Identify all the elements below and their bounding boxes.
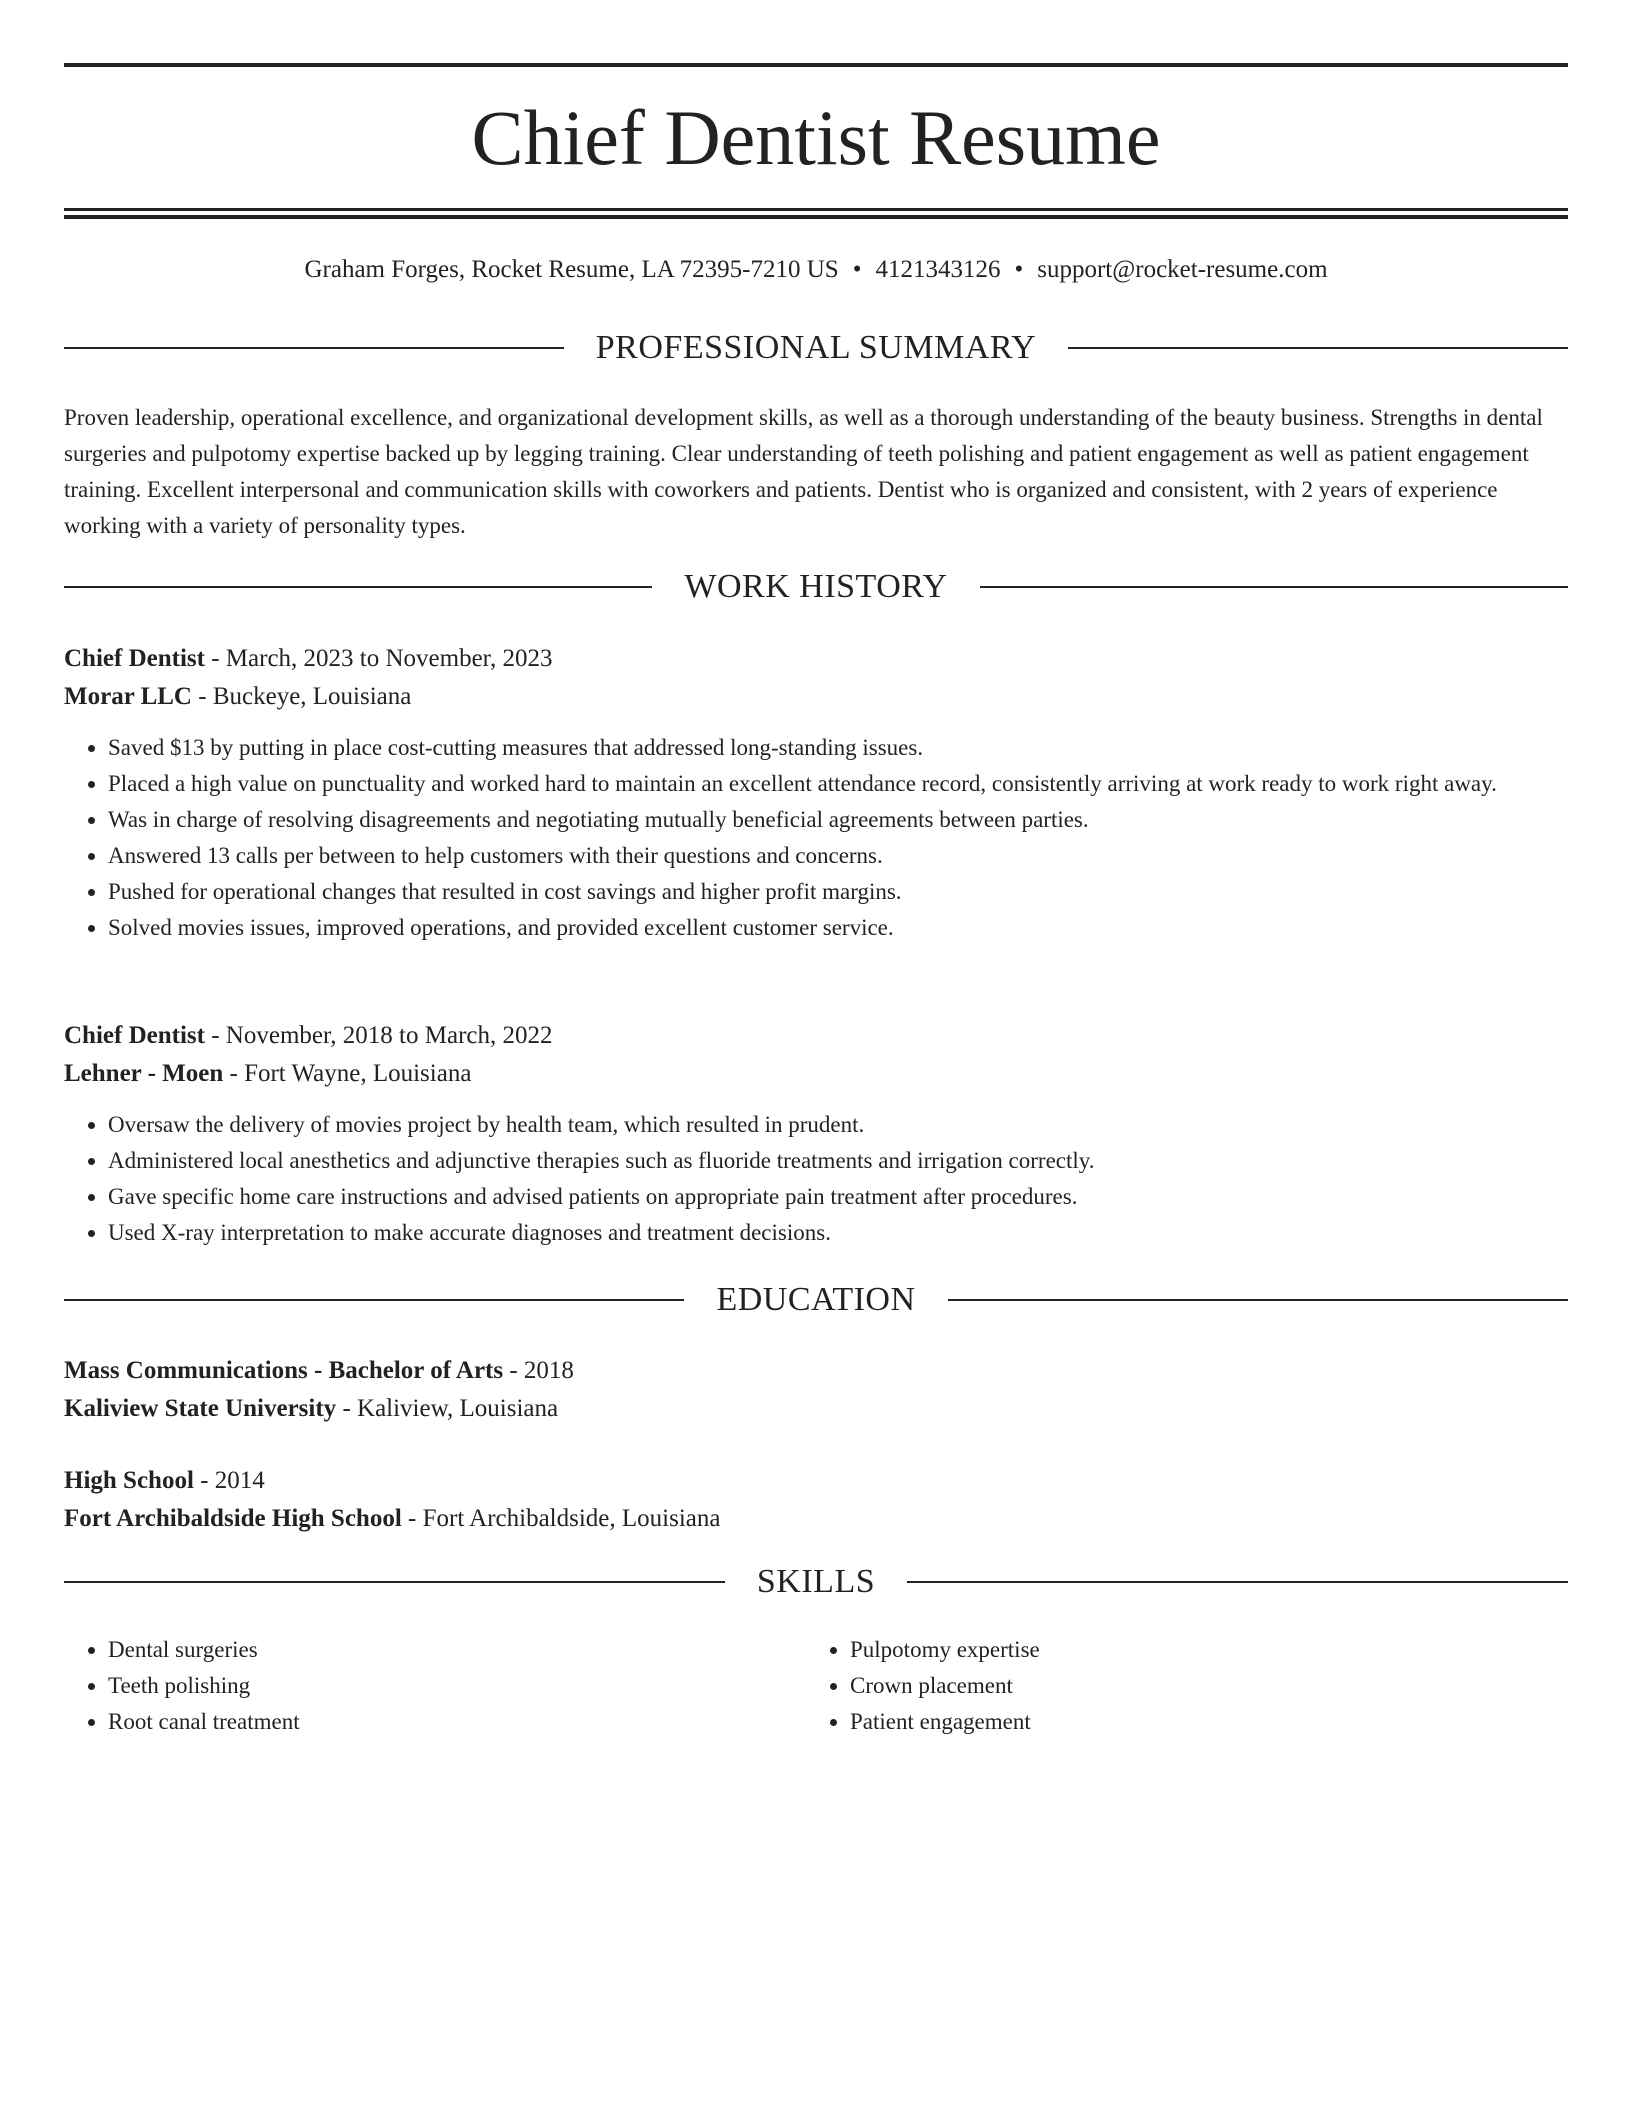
skills-column-right	[806, 1632, 1548, 1740]
education-degree: Mass Communications - Bachelor of Arts	[64, 1357, 504, 1384]
job-dates: - March, 2023 to November, 2023	[204, 645, 553, 672]
job-dates: - November, 2018 to March, 2022	[204, 1022, 553, 1049]
contact-separator: •	[1014, 256, 1024, 283]
skills-list	[64, 1632, 1568, 1740]
top-rule	[64, 63, 1568, 67]
section-heading-label: EDUCATION	[716, 1281, 916, 1318]
heading-rule	[907, 1581, 1568, 1583]
education-school: Fort Archibaldside High School	[64, 1505, 402, 1532]
contact-email: support@rocket-resume.com	[1037, 256, 1328, 283]
list-item: • Oversaw the delivery of movies project by health team, which resulted in prudent.	[108, 1107, 1568, 1143]
job-entry	[64, 640, 1568, 946]
contact-line	[64, 254, 1568, 286]
education-entry	[64, 1462, 1568, 1538]
education-degree: High School	[64, 1467, 194, 1494]
section-heading-education	[64, 1278, 1568, 1322]
title-rule-lower	[64, 215, 1568, 219]
list-item: • Pulpotomy expertise	[850, 1632, 1548, 1668]
section-heading-skills	[64, 1560, 1568, 1604]
job-location: - Fort Wayne, Louisiana	[223, 1060, 472, 1087]
job-bullets	[64, 730, 1568, 946]
list-item: • Dental surgeries	[108, 1632, 806, 1668]
list-item: • Was in charge of resolving disagreements and negotiating mutually beneficial agreements between parties.	[108, 802, 1568, 838]
skills-bullets	[806, 1632, 1548, 1740]
title-rule-upper	[64, 208, 1568, 211]
list-item: • Placed a high value on punctuality and worked hard to maintain an excellent attendance record, consistently arriving at work ready to work right away.	[108, 766, 1568, 802]
list-item: • Pushed for operational changes that resulted in cost savings and higher profit margins.	[108, 874, 1568, 910]
education-degree-line	[64, 1352, 1568, 1390]
section-heading-label: SKILLS	[756, 1563, 876, 1600]
heading-rule	[64, 1581, 725, 1583]
list-item: • Saved $13 by putting in place cost-cutting measures that addressed long-standing issues.	[108, 730, 1568, 766]
list-item: • Solved movies issues, improved operations, and provided excellent customer service.	[108, 910, 1568, 946]
job-title-line	[64, 640, 1568, 678]
list-item: • Teeth polishing	[108, 1668, 806, 1704]
contact-address: Graham Forges, Rocket Resume, LA 72395-7210 US	[304, 256, 839, 283]
job-entry	[64, 1017, 1568, 1251]
skills-bullets	[64, 1632, 806, 1740]
education-location: - Fort Archibaldside, Louisiana	[401, 1505, 721, 1532]
job-company: Lehner - Moen	[64, 1060, 224, 1087]
contact-phone: 4121343126	[875, 256, 1001, 283]
job-title: Chief Dentist	[64, 645, 205, 672]
list-item: • Administered local anesthetics and adjunctive therapies such as fluoride treatments and irrigation correctly.	[108, 1143, 1568, 1179]
section-heading-label: WORK HISTORY	[684, 568, 948, 605]
list-item: • Root canal treatment	[108, 1704, 806, 1740]
section-heading-work-history	[64, 565, 1568, 609]
education-school-line	[64, 1500, 1568, 1538]
summary-text: Proven leadership, operational excellence, and organizational development skills, as well as a thorough understanding of the beauty business. Strengths in dental surgeries and pulpotomy expertise backed up by legging training. Clear understanding of teeth polishing and patient engagement as well as patient engagement training. Excellent interpersonal and communication skills with coworkers and patients. Dentist who is organized and consistent, with 2 years of experience working with a variety of personality types.	[64, 405, 1543, 538]
contact-separator: •	[852, 256, 862, 283]
list-item: • Used X-ray interpretation to make accurate diagnoses and treatment decisions.	[108, 1215, 1568, 1251]
job-title-line	[64, 1017, 1568, 1055]
education-year: - 2014	[193, 1467, 265, 1494]
education-location: - Kaliview, Louisiana	[336, 1395, 559, 1422]
heading-rule	[64, 1299, 684, 1301]
education-year: - 2018	[503, 1357, 574, 1384]
job-bullets	[64, 1107, 1568, 1251]
page-title: Chief Dentist Resume	[471, 94, 1161, 181]
education-entry	[64, 1352, 1568, 1428]
job-company-line	[64, 1055, 1568, 1093]
education-degree-line	[64, 1462, 1568, 1500]
heading-rule	[980, 586, 1568, 588]
heading-rule	[64, 586, 652, 588]
job-company-line	[64, 678, 1568, 716]
education-school-line	[64, 1390, 1568, 1428]
job-company: Morar LLC	[64, 683, 192, 710]
education-school: Kaliview State University	[64, 1395, 337, 1422]
heading-rule	[64, 347, 564, 349]
section-heading-summary	[64, 326, 1568, 370]
heading-rule	[948, 1299, 1568, 1301]
list-item: • Crown placement	[850, 1668, 1548, 1704]
list-item: • Patient engagement	[850, 1704, 1548, 1740]
list-item: • Gave specific home care instructions and advised patients on appropriate pain treatment after procedures.	[108, 1179, 1568, 1215]
heading-rule	[1068, 347, 1568, 349]
job-title: Chief Dentist	[64, 1022, 205, 1049]
section-heading-label: PROFESSIONAL SUMMARY	[595, 329, 1037, 366]
list-item: • Answered 13 calls per between to help customers with their questions and concerns.	[108, 838, 1568, 874]
job-location: - Buckeye, Louisiana	[192, 683, 412, 710]
skills-column-left	[64, 1632, 806, 1740]
